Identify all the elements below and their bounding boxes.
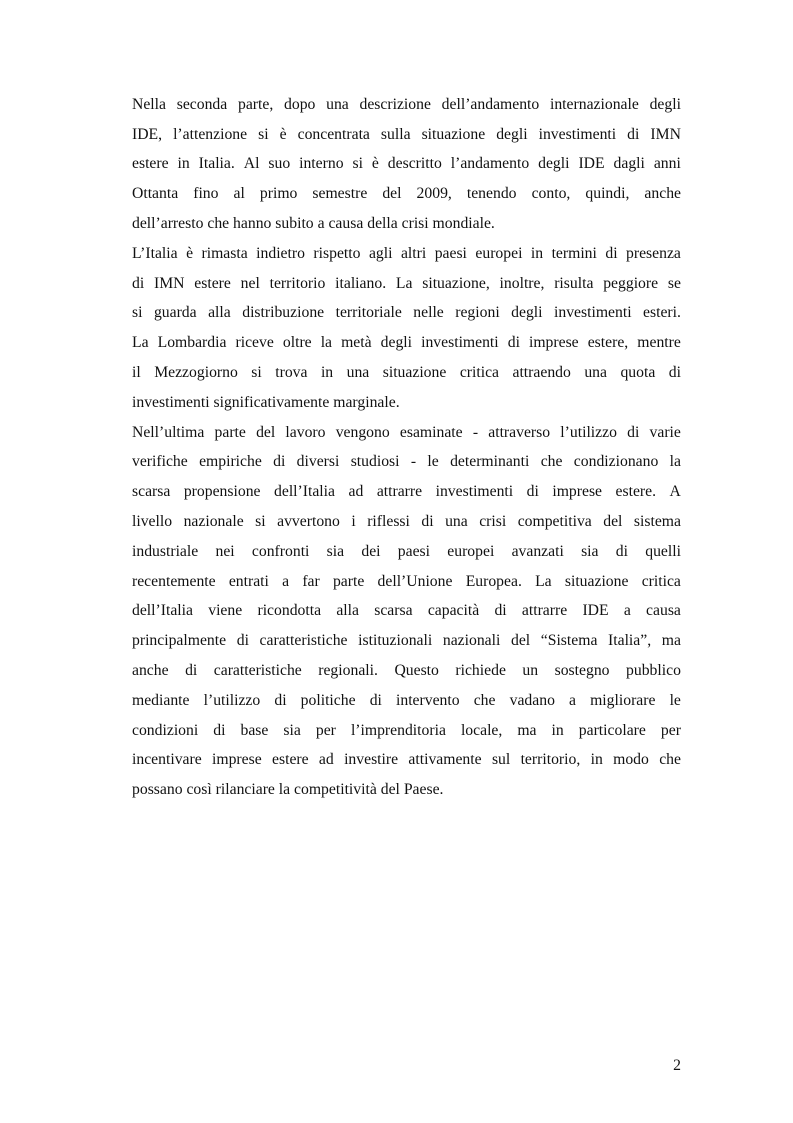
word: competitiva <box>517 513 592 531</box>
word: le <box>427 453 439 471</box>
word: La <box>132 334 149 352</box>
word: peggiore <box>603 274 659 292</box>
body-text <box>132 90 681 805</box>
word: si <box>352 155 363 173</box>
word: del <box>256 423 276 441</box>
word: estere <box>272 751 309 769</box>
word: interno <box>299 155 344 173</box>
word: di <box>185 662 198 680</box>
text-line <box>132 537 681 567</box>
word: in <box>530 244 544 262</box>
word: a <box>282 572 290 590</box>
text-line <box>132 477 681 507</box>
word: propensione <box>183 483 261 501</box>
word: scarsa <box>132 483 171 501</box>
word: agli <box>368 244 393 262</box>
word: descrizione <box>359 95 431 113</box>
text-line <box>132 686 681 716</box>
word: scarsa <box>374 602 413 620</box>
word: dell’andamento <box>441 95 540 113</box>
word: confronti <box>251 542 310 560</box>
word: è <box>279 125 287 143</box>
word: incentivare <box>132 751 202 769</box>
word: verifiche <box>132 453 188 471</box>
word: caratteristiche <box>259 632 348 650</box>
word: in <box>177 155 190 173</box>
text-line <box>132 507 681 537</box>
paragraph <box>132 90 681 239</box>
word: di <box>494 602 507 620</box>
word: investire <box>344 751 399 769</box>
word: di <box>421 513 434 531</box>
word: varie <box>649 423 681 441</box>
word: alla <box>336 602 359 620</box>
word: nazionali <box>442 632 501 650</box>
word: investimenti <box>435 483 514 501</box>
word: avvertono <box>277 513 340 531</box>
text-line <box>132 299 681 329</box>
word: il <box>132 364 141 382</box>
text-line <box>132 716 681 746</box>
word: di <box>132 274 145 292</box>
word: sia <box>283 721 301 739</box>
text-line <box>132 626 681 656</box>
word: una <box>445 513 468 531</box>
word: l’utilizzo <box>560 423 617 441</box>
text-line <box>132 418 681 448</box>
word: Nell’ultima <box>132 423 205 441</box>
word: istituzionali <box>358 632 433 650</box>
word: rispetto <box>313 244 361 262</box>
word: caratteristiche <box>213 662 302 680</box>
word: inoltre, <box>499 274 545 292</box>
word: avanzati <box>511 542 564 560</box>
word: ad <box>348 483 364 501</box>
word: paesi <box>434 244 467 262</box>
word: se <box>667 274 681 292</box>
word: europei <box>447 542 495 560</box>
word: estere <box>132 155 169 173</box>
word: Mezzogiorno <box>154 364 238 382</box>
word: che <box>473 691 496 709</box>
word: anche <box>132 662 169 680</box>
text-line <box>132 239 681 269</box>
word: causa <box>646 602 681 620</box>
word: parte <box>214 423 246 441</box>
text-line <box>132 179 681 209</box>
word: concentrata <box>297 125 370 143</box>
word: di <box>213 721 226 739</box>
word: europei <box>475 244 523 262</box>
word: vadano <box>509 691 555 709</box>
word: italiano. <box>335 274 387 292</box>
word: sul <box>491 751 511 769</box>
word: guarda <box>153 304 197 322</box>
word: particolare <box>578 721 646 739</box>
word: IDE <box>582 602 609 620</box>
word: lavoro <box>285 423 326 441</box>
word: situazione <box>421 125 486 143</box>
word: anni <box>653 155 681 173</box>
word: conto, <box>531 185 571 203</box>
word: l’attenzione <box>173 125 248 143</box>
word: del <box>510 632 531 650</box>
word: nel <box>240 274 260 292</box>
text-line: dell’arresto che hanno subito a causa della crisi mondiale. <box>132 215 495 233</box>
word: di <box>668 364 681 382</box>
text-line <box>132 448 681 478</box>
text-line <box>132 567 681 597</box>
word: Questo <box>394 662 439 680</box>
word: distribuzione <box>242 304 325 322</box>
word: ma <box>517 721 537 739</box>
word: intervento <box>396 691 460 709</box>
word: politiche <box>300 691 356 709</box>
word: situazione, <box>422 274 490 292</box>
word: parte, <box>237 95 274 113</box>
word: dopo <box>284 95 316 113</box>
word: vengono <box>335 423 390 441</box>
word: IMN <box>650 125 681 143</box>
word: quindi, <box>585 185 630 203</box>
word: IDE, <box>132 125 163 143</box>
word: capacità <box>427 602 480 620</box>
word: sulla <box>380 125 411 143</box>
word: esaminate <box>399 423 463 441</box>
word: Lombardia <box>157 334 227 352</box>
word: 2009, <box>416 185 452 203</box>
word: sia <box>326 542 345 560</box>
text-line <box>132 328 681 358</box>
word: determinanti <box>450 453 530 471</box>
word: paesi <box>397 542 431 560</box>
word: IMN <box>153 274 185 292</box>
word: sostegno <box>554 662 610 680</box>
text-line <box>132 150 681 180</box>
word: territoriale <box>335 304 402 322</box>
word: - <box>410 453 417 471</box>
word: livello <box>132 513 173 531</box>
word: mentre <box>637 334 681 352</box>
text-line <box>132 120 681 150</box>
paragraph <box>132 239 681 418</box>
word: esteri. <box>643 304 681 322</box>
word: indietro <box>256 244 305 262</box>
word: quota <box>620 364 656 382</box>
word: di <box>507 334 520 352</box>
word: dell’Italia <box>132 602 193 620</box>
word: del <box>603 513 623 531</box>
word: un <box>522 662 539 680</box>
word: l’utilizzo <box>203 691 261 709</box>
word: richiede <box>455 662 506 680</box>
word: internazionale <box>549 95 639 113</box>
text-line: investimenti significativamente marginale. <box>132 393 400 411</box>
word: recentemente <box>132 572 216 590</box>
word: degli <box>496 125 528 143</box>
word: regioni <box>455 304 500 322</box>
word: trova <box>275 364 308 382</box>
word: degli <box>511 304 543 322</box>
word: pubblico <box>626 662 681 680</box>
word: Italia”, <box>608 632 652 650</box>
word: mediante <box>132 691 190 709</box>
word: la <box>320 334 333 352</box>
text-line <box>132 597 681 627</box>
word: crisi <box>479 513 507 531</box>
word: una <box>326 95 349 113</box>
word: attrarre <box>376 483 423 501</box>
word: viene <box>208 602 243 620</box>
word: si <box>251 364 262 382</box>
word: anche <box>644 185 681 203</box>
word: ad <box>318 751 334 769</box>
word: attivamente <box>408 751 482 769</box>
word: è <box>371 155 379 173</box>
word: critica <box>459 364 500 382</box>
word: situazione <box>382 364 447 382</box>
word: dell’Unione <box>377 572 453 590</box>
word: sistema <box>633 513 681 531</box>
word: condizioni <box>132 721 199 739</box>
word: L’Italia <box>132 244 178 262</box>
word: industriale <box>132 542 199 560</box>
word: locale, <box>460 721 503 739</box>
text-line <box>132 90 681 120</box>
word: empiriche <box>199 453 262 471</box>
word: diversi <box>296 453 340 471</box>
word: che <box>540 453 563 471</box>
word: è <box>186 244 194 262</box>
word: altri <box>400 244 427 262</box>
word: imprese <box>528 334 579 352</box>
word: quelli <box>645 542 681 560</box>
word: critica <box>641 572 681 590</box>
word: in <box>590 751 603 769</box>
word: semestre <box>312 185 368 203</box>
word: al <box>233 185 245 203</box>
word: di <box>526 483 539 501</box>
word: A <box>669 483 681 501</box>
word: nazionale <box>183 513 244 531</box>
word: suo <box>268 155 291 173</box>
word: degli <box>538 155 570 173</box>
word: dei <box>361 542 381 560</box>
word: dell’Italia <box>274 483 335 501</box>
word: a <box>569 691 576 709</box>
word: metà <box>341 334 372 352</box>
word: investimenti <box>538 125 617 143</box>
word: di <box>615 542 628 560</box>
word: territorio, <box>520 751 581 769</box>
word: situazione <box>564 572 629 590</box>
word: Italia. <box>198 155 235 173</box>
text-line <box>132 269 681 299</box>
word: riceve <box>235 334 274 352</box>
word: fino <box>193 185 219 203</box>
word: in <box>551 721 564 739</box>
word: La <box>535 572 552 590</box>
word: oltre <box>282 334 312 352</box>
word: base <box>240 721 269 739</box>
word: dagli <box>613 155 645 173</box>
word: ricondotta <box>257 602 322 620</box>
word: di <box>236 632 249 650</box>
word: estere. <box>615 483 657 501</box>
word: Europea. <box>465 572 522 590</box>
word: che <box>659 751 681 769</box>
word: entrati <box>228 572 269 590</box>
word: attraendo <box>512 364 571 382</box>
word: attraverso <box>488 423 551 441</box>
word: in <box>320 364 334 382</box>
word: Nella <box>132 95 166 113</box>
word: nei <box>215 542 235 560</box>
word: descritto <box>387 155 442 173</box>
word: si <box>258 125 269 143</box>
word: investimenti <box>554 304 632 322</box>
word: principalmente <box>132 632 227 650</box>
word: di <box>274 691 287 709</box>
word: del <box>382 185 402 203</box>
word: studiosi <box>350 453 400 471</box>
word: si <box>132 304 143 322</box>
word: di <box>369 691 382 709</box>
word: termini <box>551 244 597 262</box>
word: imprese <box>212 751 262 769</box>
word: estere, <box>587 334 629 352</box>
word: risulta <box>554 274 594 292</box>
word: a <box>623 602 631 620</box>
word: tenendo <box>466 185 517 203</box>
word: si <box>255 513 266 531</box>
word: La <box>395 274 413 292</box>
word: rimasta <box>201 244 248 262</box>
word: migliorare <box>590 691 656 709</box>
word: territorio <box>269 274 326 292</box>
word: l’andamento <box>450 155 530 173</box>
word: riflessi <box>367 513 410 531</box>
word: la <box>669 453 681 471</box>
word: parte <box>332 572 365 590</box>
word: Ottanta <box>132 185 179 203</box>
word: alla <box>208 304 231 322</box>
text-line <box>132 746 681 776</box>
word: IDE <box>578 155 605 173</box>
word: - <box>472 423 479 441</box>
word: nelle <box>413 304 444 322</box>
word: sia <box>581 542 599 560</box>
word: estere <box>194 274 231 292</box>
word: attrarre <box>521 602 568 620</box>
word: presenza <box>626 244 681 262</box>
word: imprese <box>552 483 603 501</box>
word: una <box>346 364 370 382</box>
word: ma <box>661 632 681 650</box>
text-line: possano così rilanciare la competitività del Paese. <box>132 781 444 799</box>
word: le <box>669 691 681 709</box>
word: seconda <box>176 95 228 113</box>
word: di <box>627 423 640 441</box>
page-number: 2 <box>673 1057 681 1074</box>
word: regionali. <box>318 662 378 680</box>
text-line <box>132 656 681 686</box>
word: far <box>302 572 320 590</box>
word: l’imprenditoria <box>350 721 446 739</box>
word: per <box>315 721 336 739</box>
word: modo <box>613 751 649 769</box>
word: per <box>660 721 681 739</box>
word: degli <box>380 334 413 352</box>
word: i <box>351 513 356 531</box>
word: condizionano <box>573 453 659 471</box>
word: di <box>273 453 286 471</box>
paragraph <box>132 418 681 805</box>
word: Al <box>243 155 260 173</box>
word: una <box>584 364 607 382</box>
word: investimenti <box>421 334 499 352</box>
word: primo <box>259 185 298 203</box>
word: di <box>605 244 618 262</box>
word: degli <box>649 95 681 113</box>
word: di <box>627 125 640 143</box>
word: “Sistema <box>540 632 598 650</box>
text-line <box>132 358 681 388</box>
